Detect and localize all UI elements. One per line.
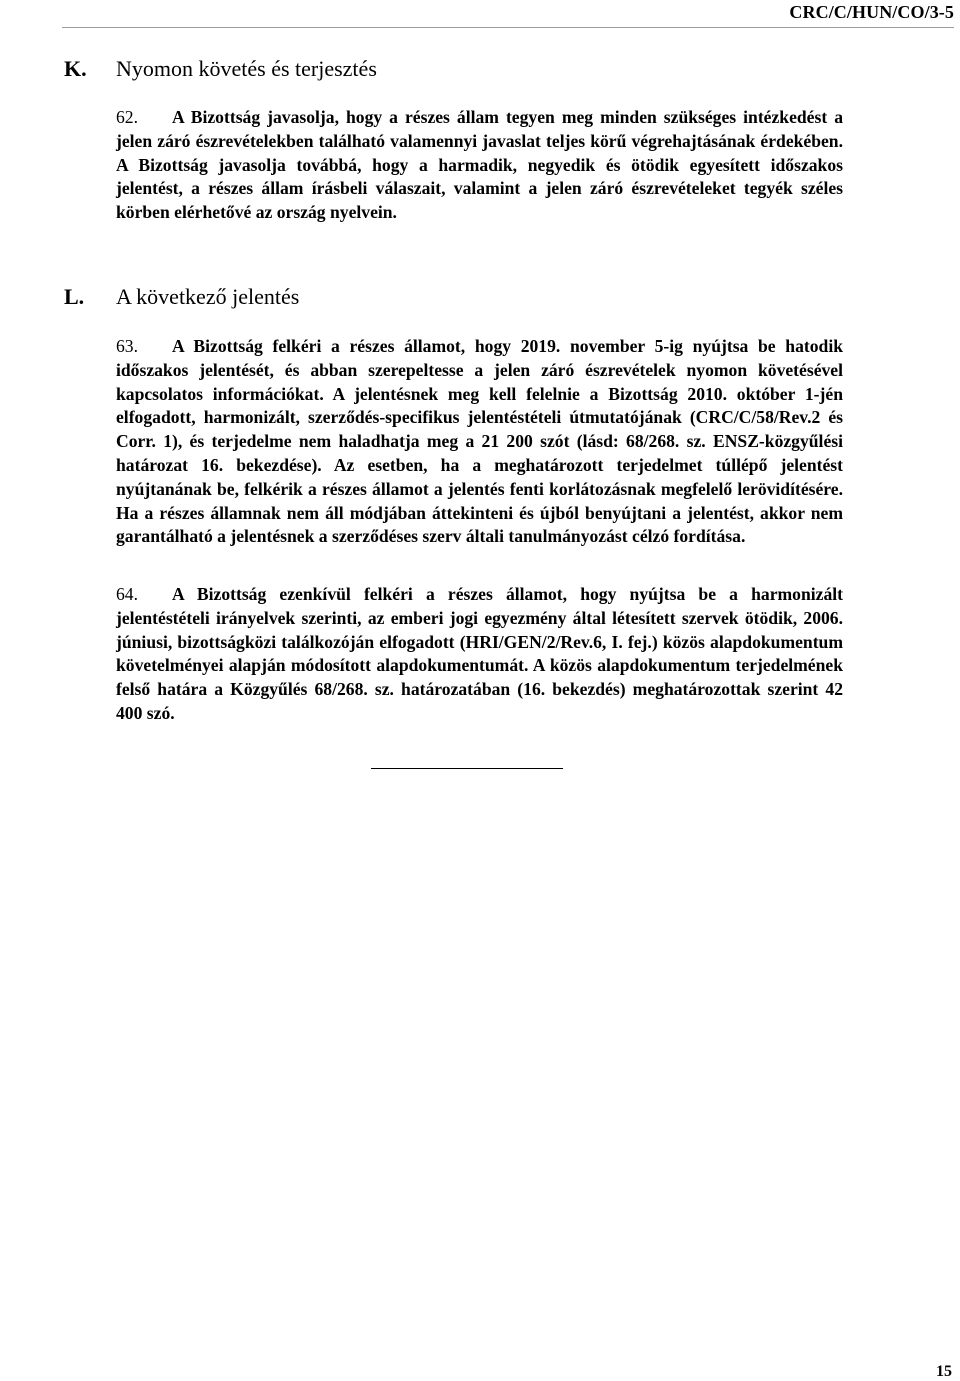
document-code: CRC/C/HUN/CO/3-5 <box>789 2 954 22</box>
section-heading-l <box>64 284 299 310</box>
section-title: A következő jelentés <box>116 284 300 309</box>
section-heading-k <box>64 56 377 82</box>
page-number: 15 <box>936 1363 952 1380</box>
paragraph-number: 63. <box>116 336 138 356</box>
paragraph-text: A Bizottság javasolja, hogy a részes állam tegyen meg minden szükséges intézkedést a jelen záró észrevételekben található valamennyi javaslat teljes körű végrehajtásának érdekében. A Bizottság javasolja továbbá, hogy a harmadik, negyedik és ötödik egyesített időszakos jelentést, a részes állam írásbeli válaszait, valamint a jelen záró észrevételeket tegyék széles körben elérhetővé az ország nyelvein. <box>116 107 843 223</box>
section-letter: K. <box>64 56 87 81</box>
end-of-document-rule <box>371 768 563 769</box>
paragraph-text: A Bizottság ezenkívül felkéri a részes államot, hogy nyújtsa be a harmonizált jelentéstételi irányelvek szerinti, az emberi jogi egyezmény által létesített szervek ötödik, 2006. júniusi, bizottságközi találkozóján elfogadott (HRI/GEN/2/Rev.6, I. fej.) közös alapdokumentum követelményei alapján módosított alapdokumentumát. A közös alapdokumentum terjedelmének felső határa a Közgyűlés 68/268. sz. határozatában (16. bekezdés) meghatározottak szerint 42 400 szó. <box>116 584 843 723</box>
header-divider <box>62 27 954 28</box>
paragraph-64 <box>116 583 843 726</box>
paragraph-number: 64. <box>116 584 138 604</box>
paragraph-62 <box>116 106 843 225</box>
paragraph-text: A Bizottság felkéri a részes államot, hogy 2019. november 5-ig nyújtsa be hatodik időszakos jelentését, és abban szerepeltesse a jelen záró észrevételek nyomon követésével kapcsolatos információkat. A jelentésnek meg kell felelnie a Bizottság 2010. október 1-jén elfogadott, harmonizált, szerződés-specifikus jelentéstételi útmutatójának (CRC/C/58/Rev.2 és Corr. 1), és terjedelme nem haladhatja meg a 21 200 szót (lásd: 68/268. sz. ENSZ-közgyűlési határozat 16. bekezdése). Az esetben, ha a meghatározott terjedelmet túllépő jelentést nyújtanának be, felkérik a részes államot a jelentés fenti korlátozásnak megfelelő lerövidítésére. Ha a részes államnak nem áll módjában áttekinteni és újból benyújtani a jelentést, akkor nem garantálható a jelentésnek a szerződéses szerv általi tanulmányozást célzó fordítása. <box>116 336 843 547</box>
paragraph-number: 62. <box>116 107 138 127</box>
section-letter: L. <box>64 284 85 309</box>
section-title: Nyomon követés és terjesztés <box>116 56 377 81</box>
paragraph-63 <box>116 335 843 549</box>
